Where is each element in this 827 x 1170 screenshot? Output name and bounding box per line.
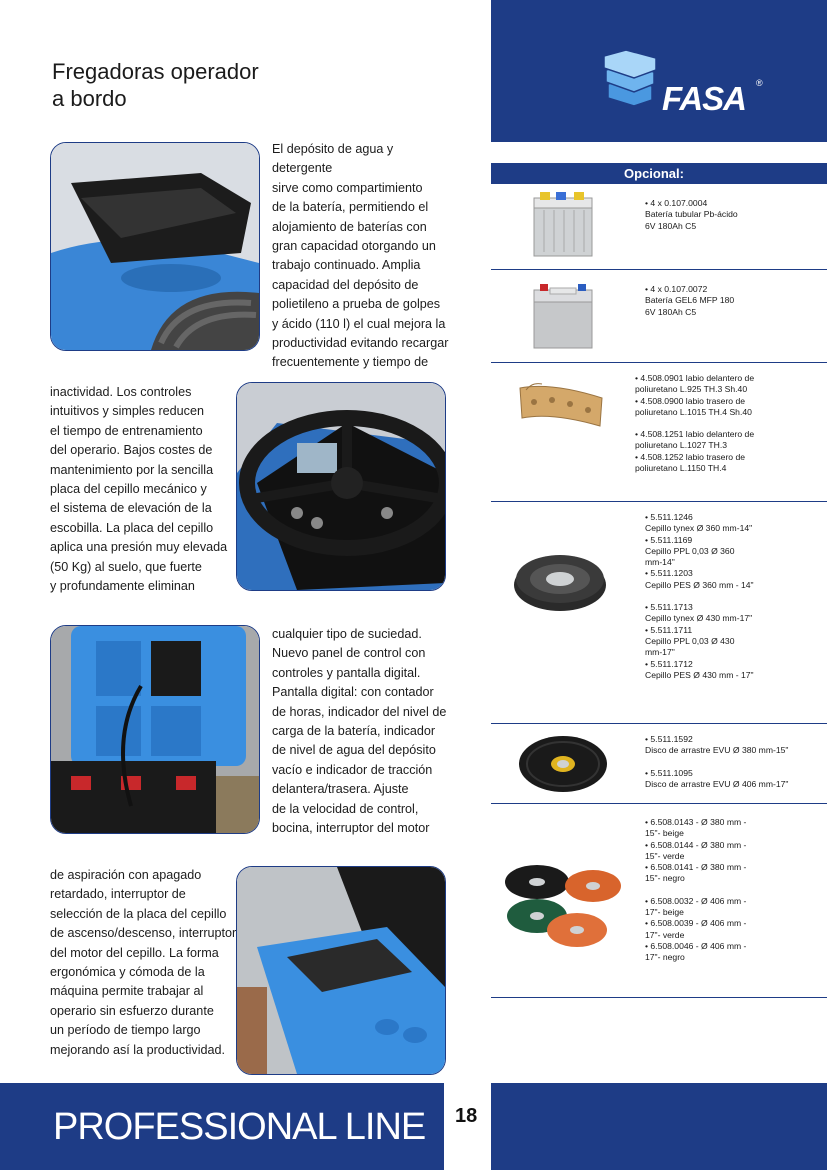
item-line: • 4.508.1252 labio trasero de	[635, 451, 746, 462]
text-line: escobilla. La placa del cepillo	[50, 520, 214, 535]
optional-item-1	[645, 198, 825, 232]
text-line: vacío e indicador de tracción	[272, 762, 433, 777]
text-line: (50 Kg) al suelo, que fuerte	[50, 559, 202, 574]
item-line: mm-17"	[645, 647, 675, 658]
drive-disc-image	[518, 734, 608, 794]
item-line: • 5.511.1246	[645, 512, 693, 522]
item-line: • 5.511.1712	[645, 658, 693, 669]
text-line: Pantalla digital: con contador	[272, 685, 434, 700]
item-line: 17"- verde	[645, 929, 685, 940]
optional-item-5	[645, 734, 825, 790]
battery-tubular-image	[528, 190, 598, 260]
fasa-logo-text: FASA	[662, 80, 747, 117]
item-line: poliuretano L.925 TH.3 Sh.40	[635, 384, 748, 395]
text-line: de la velocidad de control,	[272, 801, 419, 816]
optional-item-6	[645, 817, 825, 964]
item-line: • 4.508.0901 labio delantero de	[635, 373, 755, 383]
text-line: cualquier tipo de suciedad.	[272, 627, 422, 641]
item-line: • 5.511.1095	[645, 767, 693, 778]
item-line: Cepillo PPL 0,03 Ø 360	[645, 545, 735, 556]
text-line: máquina permite trabajar al	[50, 984, 204, 999]
divider	[491, 501, 827, 502]
text-line: mejorando así la productividad.	[50, 1042, 226, 1057]
product-line-name: PROFESSIONAL LINE	[53, 1106, 426, 1148]
text-line: alojamiento de baterías con	[272, 219, 427, 234]
text-line: y profundamente eliminan	[50, 579, 195, 594]
text-line: placa del cepillo mecánico y	[50, 482, 207, 497]
photo-battery-compartment	[50, 625, 260, 834]
text-line: operario sin esfuerzo durante	[50, 1003, 214, 1018]
optional-item-4	[645, 512, 825, 681]
item-line: 15"- verde	[645, 850, 685, 861]
item-line: poliuretano L.1150 TH.4	[635, 463, 727, 474]
item-line: 17"- negro	[645, 952, 685, 963]
text-line: aplica una presión muy elevada	[50, 540, 228, 555]
item-line: • 5.511.1592	[645, 734, 693, 744]
text-line: de ascenso/descenso, interruptor	[50, 926, 237, 941]
optional-header	[491, 163, 827, 184]
footer-band-right	[491, 1083, 827, 1170]
text-line: selección de la placa del cepillo	[50, 906, 227, 921]
text-line: mantenimiento por la sencilla	[50, 462, 214, 477]
item-line: mm-14"	[645, 557, 675, 568]
text-line: el sistema de elevación de la	[50, 501, 212, 516]
text-line: Nuevo panel de control con	[272, 646, 426, 661]
text-line: controles y pantalla digital.	[272, 665, 421, 680]
item-line: 6V 180Ah C5	[645, 306, 697, 317]
text-line: del operario. Bajos costes de	[50, 443, 213, 458]
text-line: de nivel de agua del depósito	[272, 743, 436, 758]
item-line: Cepillo PES Ø 430 mm - 17"	[645, 669, 754, 680]
page-number: 18	[455, 1105, 478, 1127]
item-line: Cepillo tynex Ø 430 mm-17"	[645, 613, 753, 624]
item-line: 15"- beige	[645, 828, 684, 839]
item-line: • 5.511.1169	[645, 534, 693, 545]
text-line: trabajo continuado. Amplia	[272, 258, 421, 273]
text-line: bocina, interruptor del motor	[272, 821, 430, 836]
item-line: Cepillo tynex Ø 360 mm-14"	[645, 523, 753, 534]
item-line: 6V 180Ah C5	[645, 220, 697, 231]
text-line: capacidad del depósito de	[272, 277, 419, 292]
text-line: sirve como compartimiento	[272, 180, 423, 195]
brush-image	[512, 545, 608, 615]
optional-item-3	[635, 373, 815, 474]
registered-mark: ®	[756, 78, 763, 88]
pads-image	[503, 862, 623, 950]
page-title-line-2: a bordo	[52, 86, 127, 111]
text-line: retardado, interruptor de	[50, 887, 186, 902]
item-line: • 6.508.0039 - Ø 406 mm -	[645, 918, 747, 929]
item-line: poliuretano L.1027 TH.3	[635, 440, 728, 451]
page-title-line-1: Fregadoras operador	[52, 59, 259, 84]
squeegee-blade-image	[512, 378, 612, 438]
text-line: de horas, indicador del nivel de	[272, 704, 447, 719]
item-line: 15"- negro	[645, 873, 685, 884]
item-line: Batería tubular Pb-ácido	[645, 209, 738, 220]
text-line: del motor del cepillo. La forma	[50, 945, 219, 960]
item-line: • 5.511.1713	[645, 602, 693, 613]
text-line: frecuentemente y tiempo de	[272, 355, 429, 370]
logo-panel	[491, 0, 827, 142]
text-line: el tiempo de entrenamiento	[50, 423, 203, 438]
divider	[491, 997, 827, 998]
item-line: • 6.508.0143 - Ø 380 mm -	[645, 817, 747, 827]
photo-tank-lid	[50, 142, 260, 351]
fasa-logo-icon	[600, 50, 662, 106]
text-line: carga de la batería, indicador	[272, 724, 436, 739]
item-line: • 6.508.0144 - Ø 380 mm -	[645, 839, 747, 850]
photo-steering-wheel	[236, 382, 446, 591]
text-line: y ácido (110 l) el cual mejora la	[272, 316, 446, 331]
text-block-2	[50, 383, 230, 596]
text-line: de aspiración con apagado	[50, 868, 202, 882]
text-block-3	[272, 625, 452, 838]
optional-item-2	[645, 284, 825, 318]
item-line: • 4 x 0.107.0072	[645, 284, 708, 294]
item-line: • 6.508.0141 - Ø 380 mm -	[645, 862, 747, 873]
item-line: • 6.508.0032 - Ø 406 mm -	[645, 895, 747, 906]
battery-gel-image	[528, 282, 598, 352]
divider	[491, 723, 827, 724]
divider	[491, 362, 827, 363]
text-line: inactividad. Los controles	[50, 385, 192, 399]
item-line: Batería GEL6 MFP 180	[645, 295, 735, 306]
item-line: Disco de arrastre EVU Ø 406 mm-17"	[645, 778, 789, 789]
divider	[491, 803, 827, 804]
text-line: polietileno a prueba de golpes	[272, 297, 441, 312]
item-line: • 6.508.0046 - Ø 406 mm -	[645, 940, 747, 951]
text-block-4	[50, 866, 240, 1060]
item-line: • 5.511.1203	[645, 568, 693, 579]
optional-header-label: Opcional:	[624, 166, 684, 181]
item-line: • 4.508.0900 labio trasero de	[635, 395, 746, 406]
item-line: 17"- beige	[645, 907, 684, 918]
item-line: • 4.508.1251 labio delantero de	[635, 429, 755, 440]
item-line: Disco de arrastre EVU Ø 380 mm-15"	[645, 745, 789, 756]
text-line: de la batería, permitiendo el	[272, 200, 429, 215]
item-line: Cepillo PPL 0,03 Ø 430	[645, 635, 735, 646]
item-line: • 4 x 0.107.0004	[645, 198, 708, 208]
item-line: Cepillo PES Ø 360 mm - 14"	[645, 579, 754, 590]
divider	[491, 269, 827, 270]
text-line: productividad evitando recargar	[272, 336, 449, 351]
text-line: El depósito de agua y detergente	[272, 142, 394, 176]
text-block-1	[272, 140, 452, 373]
item-line: poliuretano L.1015 TH.4 Sh.40	[635, 406, 752, 417]
text-line: gran capacidad otorgando un	[272, 239, 436, 254]
text-line: ergonómica y cómoda de la	[50, 965, 205, 980]
text-line: un período de tiempo largo	[50, 1023, 201, 1038]
photo-seat	[236, 866, 446, 1075]
item-line: • 5.511.1711	[645, 624, 693, 635]
text-line: delantera/trasera. Ajuste	[272, 782, 409, 797]
text-line: intuitivos y simples reducen	[50, 404, 204, 419]
page-title	[52, 58, 352, 112]
